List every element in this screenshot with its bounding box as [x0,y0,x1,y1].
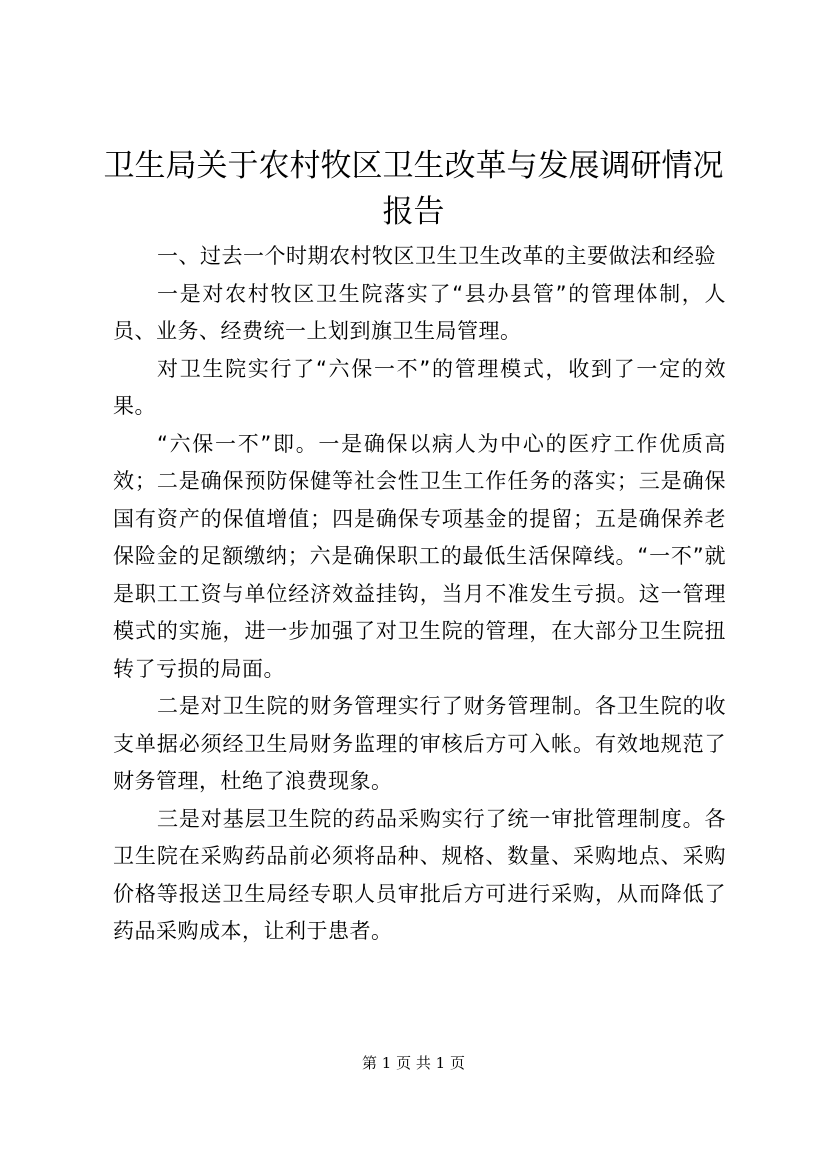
title-line-2: 报告 [382,194,445,230]
paragraph-3: “六保一不”即。一是确保以病人为中心的医疗工作优质高效；二是确保预防保健等社会性卫生工作任务的落实；三是确保国有资产的保值增值；四是确保专项基金的提留；五是确保养老保险金的足额缴纳；六是确保职工的最低生活保障线。“一不”就是职工工资与单位经济效益挂钩，当月不准发生亏损。这一管理模式的实施，进一步加强了对卫生院的管理，在大部分卫生院扭转了亏损的局面。 [113,431,726,681]
title-line-1: 卫生局关于农村牧区卫生改革与发展调研情况 [103,148,724,184]
paragraph-5: 三是对基层卫生院的药品采购实行了统一审批管理制度。各卫生院在采购药品前必须将品种、规格、数量、采购地点、采购价格等报送卫生局经专职人员审批后方可进行采购，从而降低了药品采购成本，让利于患者。 [113,806,726,943]
document-body [113,238,726,951]
paragraph-1: 一是对农村牧区卫生院落实了“县办县管”的管理体制，人员、业务、经费统一上划到旗卫生局管理。 [113,281,726,343]
document-title [90,143,737,235]
paragraph-4: 二是对卫生院的财务管理实行了财务管理制。各卫生院的收支单据必须经卫生局财务监理的审核后方可入帐。有效地规范了财务管理，杜绝了浪费现象。 [113,694,726,793]
paragraph-section-heading: 一、过去一个时期农村牧区卫生卫生改革的主要做法和经验 [157,244,716,268]
page-footer: 第 1 页 共 1 页 [362,1054,465,1072]
paragraph-2: 对卫生院实行了“六保一不”的管理模式，收到了一定的效果。 [113,356,726,418]
